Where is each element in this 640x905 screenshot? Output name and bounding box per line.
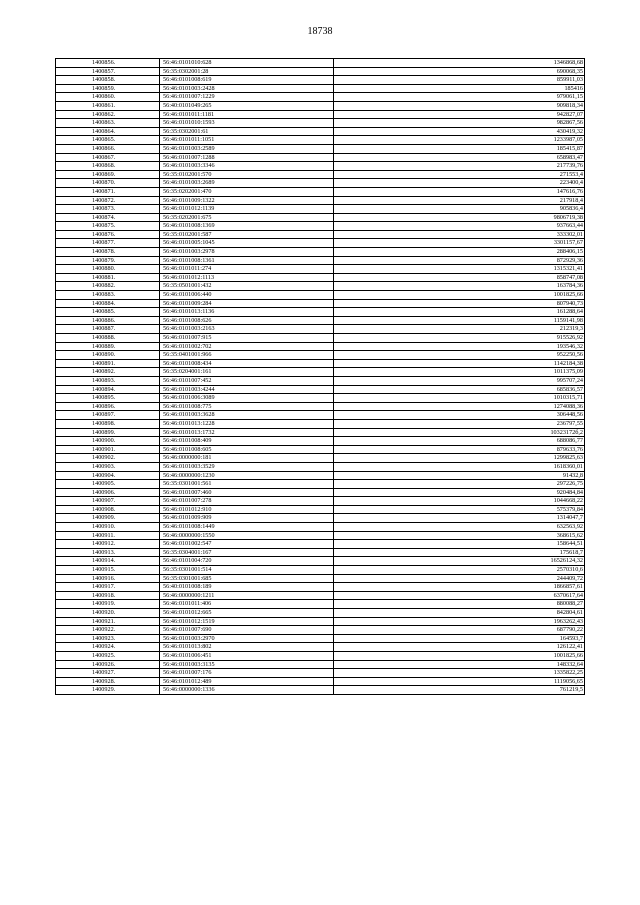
table-row <box>56 136 585 145</box>
cadastral-value-cell: 288406,15 <box>334 248 585 257</box>
table-row <box>56 230 585 239</box>
cadastral-number-cell: 56:46:0101012:1139 <box>160 205 334 214</box>
row-number-cell: 1400899. <box>56 428 160 437</box>
cadastral-number-cell: 56:46:0101009:1322 <box>160 196 334 205</box>
cadastral-number-cell: 56:46:0101007:176 <box>160 669 334 678</box>
row-number-cell: 1400924. <box>56 643 160 652</box>
table-row <box>56 480 585 489</box>
table-row <box>56 101 585 110</box>
table-row <box>56 213 585 222</box>
cadastral-value-cell: 223400,4 <box>334 179 585 188</box>
cadastral-number-cell: 56:46:0101011:406 <box>160 600 334 609</box>
table-row <box>56 669 585 678</box>
cadastral-number-cell: 56:46:0101009:909 <box>160 514 334 523</box>
table-row <box>56 67 585 76</box>
row-number-cell: 1400925. <box>56 651 160 660</box>
cadastral-number-cell: 56:46:0101008:775 <box>160 402 334 411</box>
row-number-cell: 1400919. <box>56 600 160 609</box>
cadastral-value-cell: 91432,8 <box>334 471 585 480</box>
table-row <box>56 686 585 695</box>
row-number-cell: 1400885. <box>56 308 160 317</box>
row-number-cell: 1400920. <box>56 609 160 618</box>
row-number-cell: 1400916. <box>56 574 160 583</box>
table-row <box>56 222 585 231</box>
cadastral-value-cell: 859911,03 <box>334 76 585 85</box>
table-row <box>56 265 585 274</box>
cadastral-number-cell: 56:46:0101003:4244 <box>160 385 334 394</box>
cadastral-value-cell: 148332,64 <box>334 660 585 669</box>
row-number-cell: 1400859. <box>56 84 160 93</box>
table-row <box>56 308 585 317</box>
cadastral-value-cell: 1001825,66 <box>334 651 585 660</box>
cadastral-value-cell: 1335822,25 <box>334 669 585 678</box>
row-number-cell: 1400894. <box>56 385 160 394</box>
table-row <box>56 462 585 471</box>
cadastral-number-cell: 56:46:0101007:1288 <box>160 153 334 162</box>
table-row <box>56 153 585 162</box>
row-number-cell: 1400893. <box>56 376 160 385</box>
table-row <box>56 677 585 686</box>
table-row <box>56 643 585 652</box>
cadastral-value-cell: 858747,08 <box>334 273 585 282</box>
table-row <box>56 127 585 136</box>
row-number-cell: 1400898. <box>56 419 160 428</box>
cadastral-number-cell: 56:46:0101003:2163 <box>160 325 334 334</box>
cadastral-number-cell: 56:46:0101008:626 <box>160 316 334 325</box>
row-number-cell: 1400857. <box>56 67 160 76</box>
cadastral-number-cell: 56:46:0101002:702 <box>160 342 334 351</box>
cadastral-number-cell: 56:46:0101012:665 <box>160 609 334 618</box>
row-number-cell: 1400921. <box>56 617 160 626</box>
row-number-cell: 1400910. <box>56 523 160 532</box>
cadastral-number-cell: 56:46:0000000:181 <box>160 454 334 463</box>
cadastral-value-cell: 1233987,05 <box>334 136 585 145</box>
cadastral-value-cell: 880088,27 <box>334 600 585 609</box>
row-number-cell: 1400906. <box>56 488 160 497</box>
cadastral-value-cell: 10323172б,2 <box>334 428 585 437</box>
cadastral-number-cell: 56:46:0101013:1228 <box>160 419 334 428</box>
cadastral-number-cell: 56:46:0101013:1732 <box>160 428 334 437</box>
cadastral-value-cell: 1315321,41 <box>334 265 585 274</box>
cadastral-value-cell: 126122,41 <box>334 643 585 652</box>
cadastral-number-cell: 56:46:0101008:605 <box>160 445 334 454</box>
cadastral-number-cell: 56:46:0101003:3529 <box>160 462 334 471</box>
row-number-cell: 1400870. <box>56 179 160 188</box>
cadastral-number-cell: 56:46:0000000:1230 <box>160 471 334 480</box>
table-row <box>56 651 585 660</box>
cadastral-number-cell: 56:46:0101003:2689 <box>160 179 334 188</box>
row-number-cell: 1400868. <box>56 162 160 171</box>
row-number-cell: 1400902. <box>56 454 160 463</box>
cadastral-value-cell: 333302,01 <box>334 230 585 239</box>
row-number-cell: 1400887. <box>56 325 160 334</box>
cadastral-number-cell: 56:46:0101008:409 <box>160 437 334 446</box>
table-row <box>56 445 585 454</box>
cadastral-value-cell: 575379,84 <box>334 505 585 514</box>
cadastral-value-cell: 658983,47 <box>334 153 585 162</box>
cadastral-value-cell: 952250,56 <box>334 351 585 360</box>
row-number-cell: 1400875. <box>56 222 160 231</box>
table-row <box>56 359 585 368</box>
cadastral-number-cell: 56:46:0101012:489 <box>160 677 334 686</box>
row-number-cell: 1400908. <box>56 505 160 514</box>
row-number-cell: 1400929. <box>56 686 160 695</box>
cadastral-value-cell: 1011375,09 <box>334 368 585 377</box>
table-row <box>56 428 585 437</box>
cadastral-value-cell: 690068,35 <box>334 67 585 76</box>
cadastral-number-cell: 56:46:0101012:910 <box>160 505 334 514</box>
cadastral-value-cell: 1314047,7 <box>334 514 585 523</box>
row-number-cell: 1400911. <box>56 531 160 540</box>
table-row <box>56 196 585 205</box>
row-number-cell: 1400901. <box>56 445 160 454</box>
row-number-cell: 1400905. <box>56 480 160 489</box>
row-number-cell: 1400914. <box>56 557 160 566</box>
table-row <box>56 256 585 265</box>
row-number-cell: 1400922. <box>56 626 160 635</box>
table-row <box>56 376 585 385</box>
cadastral-value-cell: 244409,72 <box>334 574 585 583</box>
row-number-cell: 1400923. <box>56 634 160 643</box>
row-number-cell: 1400889. <box>56 342 160 351</box>
cadastral-value-cell: 1001825,66 <box>334 291 585 300</box>
cadastral-number-cell: 56:35:0304001:167 <box>160 548 334 557</box>
cadastral-value-cell: 687790,22 <box>334 626 585 635</box>
row-number-cell: 1400876. <box>56 230 160 239</box>
cadastral-value-cell: 879633,76 <box>334 445 585 454</box>
cadastral-number-cell: 56:46:0101006:451 <box>160 651 334 660</box>
row-number-cell: 1400892. <box>56 368 160 377</box>
row-number-cell: 1400877. <box>56 239 160 248</box>
row-number-cell: 1400878. <box>56 248 160 257</box>
table-row <box>56 660 585 669</box>
cadastral-value-cell: 217739,76 <box>334 162 585 171</box>
registry-table <box>55 58 585 695</box>
row-number-cell: 1400861. <box>56 101 160 110</box>
row-number-cell: 1400865. <box>56 136 160 145</box>
row-number-cell: 1400888. <box>56 334 160 343</box>
cadastral-number-cell: 56:35:0302001:61 <box>160 127 334 136</box>
table-row <box>56 342 585 351</box>
cadastral-value-cell: 1010315,71 <box>334 394 585 403</box>
table-row <box>56 617 585 626</box>
table-row <box>56 273 585 282</box>
cadastral-number-cell: 56:46:0101009:284 <box>160 299 334 308</box>
row-number-cell: 1400904. <box>56 471 160 480</box>
row-number-cell: 1400860. <box>56 93 160 102</box>
table-row <box>56 471 585 480</box>
cadastral-value-cell: 2570310,6 <box>334 566 585 575</box>
cadastral-value-cell: 1618360,01 <box>334 462 585 471</box>
table-row <box>56 497 585 506</box>
cadastral-number-cell: 56:46:0101013:1136 <box>160 308 334 317</box>
row-number-cell: 1400882. <box>56 282 160 291</box>
cadastral-value-cell: 164593,7 <box>334 634 585 643</box>
table-row <box>56 84 585 93</box>
table-row <box>56 488 585 497</box>
row-number-cell: 1400912. <box>56 540 160 549</box>
table-row <box>56 93 585 102</box>
cadastral-value-cell: 685836,57 <box>334 385 585 394</box>
table-row <box>56 334 585 343</box>
cadastral-value-cell: 942827,07 <box>334 110 585 119</box>
row-number-cell: 1400864. <box>56 127 160 136</box>
cadastral-number-cell: 56:40:0101008:189 <box>160 583 334 592</box>
table-row <box>56 110 585 119</box>
row-number-cell: 1400913. <box>56 548 160 557</box>
cadastral-number-cell: 56:46:0101012:1113 <box>160 273 334 282</box>
row-number-cell: 1400863. <box>56 119 160 128</box>
cadastral-number-cell: 56:46:0101011:1051 <box>160 136 334 145</box>
row-number-cell: 1400871. <box>56 187 160 196</box>
row-number-cell: 1400928. <box>56 677 160 686</box>
cadastral-number-cell: 56:46:0101003:3628 <box>160 411 334 420</box>
row-number-cell: 1400856. <box>56 59 160 68</box>
cadastral-number-cell: 56:46:0101003:3346 <box>160 162 334 171</box>
table-row <box>56 514 585 523</box>
cadastral-number-cell: 56:46:0101007:460 <box>160 488 334 497</box>
cadastral-value-cell: 761219,5 <box>334 686 585 695</box>
table-row <box>56 531 585 540</box>
cadastral-number-cell: 56:46:0101004:720 <box>160 557 334 566</box>
cadastral-value-cell: 185416 <box>334 84 585 93</box>
cadastral-number-cell: 56:46:0101002:547 <box>160 540 334 549</box>
cadastral-value-cell: 271553,4 <box>334 170 585 179</box>
cadastral-number-cell: 56:46:0101003:2978 <box>160 248 334 257</box>
cadastral-value-cell: 175618,7 <box>334 548 585 557</box>
cadastral-value-cell: 158644,51 <box>334 540 585 549</box>
table-row <box>56 566 585 575</box>
cadastral-number-cell: 56:46:0101012:1519 <box>160 617 334 626</box>
cadastral-value-cell: 306448,56 <box>334 411 585 420</box>
cadastral-number-cell: 56:46:0101010:628 <box>160 59 334 68</box>
table-row <box>56 351 585 360</box>
table-row <box>56 609 585 618</box>
table-row <box>56 591 585 600</box>
table-row <box>56 76 585 85</box>
table-row <box>56 600 585 609</box>
table-row <box>56 626 585 635</box>
table-row <box>56 523 585 532</box>
table-row <box>56 248 585 257</box>
cadastral-value-cell: 909818,34 <box>334 101 585 110</box>
cadastral-number-cell: 56:46:0101008:1369 <box>160 222 334 231</box>
cadastral-value-cell: 236797,55 <box>334 419 585 428</box>
row-number-cell: 1400900. <box>56 437 160 446</box>
cadastral-value-cell: 430419,32 <box>334 127 585 136</box>
row-number-cell: 1400890. <box>56 351 160 360</box>
cadastral-number-cell: 56:46:0101003:2428 <box>160 84 334 93</box>
table-row <box>56 540 585 549</box>
table-row <box>56 187 585 196</box>
table-row <box>56 316 585 325</box>
cadastral-number-cell: 56:46:0101003:3135 <box>160 660 334 669</box>
cadastral-number-cell: 56:35:0501001:432 <box>160 282 334 291</box>
cadastral-number-cell: 56:35:0102001:570 <box>160 170 334 179</box>
cadastral-number-cell: 56:46:0101003:2970 <box>160 634 334 643</box>
cadastral-value-cell: 937663,44 <box>334 222 585 231</box>
cadastral-number-cell: 56:46:0000000:1336 <box>160 686 334 695</box>
cadastral-number-cell: 56:46:0101010:1593 <box>160 119 334 128</box>
cadastral-number-cell: 56:35:0102001:587 <box>160 230 334 239</box>
row-number-cell: 1400891. <box>56 359 160 368</box>
row-number-cell: 1400874. <box>56 213 160 222</box>
row-number-cell: 1400918. <box>56 591 160 600</box>
cadastral-number-cell: 56:46:0101008:1361 <box>160 256 334 265</box>
cadastral-number-cell: 56:46:0101007:278 <box>160 497 334 506</box>
cadastral-value-cell: 842804,61 <box>334 609 585 618</box>
row-number-cell: 1400881. <box>56 273 160 282</box>
table-row <box>56 299 585 308</box>
cadastral-value-cell: 688086,77 <box>334 437 585 446</box>
table-row <box>56 402 585 411</box>
cadastral-value-cell: 995707,24 <box>334 376 585 385</box>
cadastral-number-cell: 56:46:0101007:690 <box>160 626 334 635</box>
cadastral-number-cell: 56:35:0301001:514 <box>160 566 334 575</box>
row-number-cell: 1400909. <box>56 514 160 523</box>
row-number-cell: 1400872. <box>56 196 160 205</box>
table-row <box>56 394 585 403</box>
page-number: 18738 <box>307 26 333 37</box>
row-number-cell: 1400880. <box>56 265 160 274</box>
row-number-cell: 1400903. <box>56 462 160 471</box>
cadastral-number-cell: 56:35:0401001:966 <box>160 351 334 360</box>
row-number-cell: 1400883. <box>56 291 160 300</box>
cadastral-value-cell: 905836,4 <box>334 205 585 214</box>
row-number-cell: 1400884. <box>56 299 160 308</box>
cadastral-number-cell: 56:46:0000000:1211 <box>160 591 334 600</box>
row-number-cell: 1400915. <box>56 566 160 575</box>
cadastral-number-cell: 56:46:0101005:1045 <box>160 239 334 248</box>
table-row <box>56 634 585 643</box>
cadastral-number-cell: 56:35:0301001:685 <box>160 574 334 583</box>
table-row <box>56 368 585 377</box>
table-row <box>56 437 585 446</box>
cadastral-number-cell: 56:46:0101007:452 <box>160 376 334 385</box>
cadastral-value-cell: 185415,87 <box>334 144 585 153</box>
cadastral-value-cell: 1119056,65 <box>334 677 585 686</box>
row-number-cell: 1400869. <box>56 170 160 179</box>
cadastral-number-cell: 56:35:0204001:161 <box>160 368 334 377</box>
cadastral-number-cell: 56:46:0101008:619 <box>160 76 334 85</box>
row-number-cell: 1400886. <box>56 316 160 325</box>
cadastral-number-cell: 56:35:0301001:561 <box>160 480 334 489</box>
cadastral-value-cell: 193546,32 <box>334 342 585 351</box>
row-number-cell: 1400873. <box>56 205 160 214</box>
cadastral-number-cell: 56:46:0101013:802 <box>160 643 334 652</box>
table-row <box>56 239 585 248</box>
table-row <box>56 170 585 179</box>
table-row <box>56 162 585 171</box>
cadastral-value-cell: 1866857,61 <box>334 583 585 592</box>
cadastral-value-cell: 161288,64 <box>334 308 585 317</box>
cadastral-value-cell: 872929,36 <box>334 256 585 265</box>
table-row <box>56 454 585 463</box>
row-number-cell: 1400927. <box>56 669 160 678</box>
table-row <box>56 411 585 420</box>
table-row <box>56 583 585 592</box>
row-number-cell: 1400917. <box>56 583 160 592</box>
row-number-cell: 1400926. <box>56 660 160 669</box>
cadastral-value-cell: 1274088,36 <box>334 402 585 411</box>
row-number-cell: 1400897. <box>56 411 160 420</box>
cadastral-value-cell: 163784,36 <box>334 282 585 291</box>
cadastral-number-cell: 56:46:0101007:1229 <box>160 93 334 102</box>
table-row <box>56 325 585 334</box>
cadastral-value-cell: 3301157,67 <box>334 239 585 248</box>
cadastral-number-cell: 56:46:0101008:1449 <box>160 523 334 532</box>
cadastral-number-cell: 56:46:0000000:1550 <box>160 531 334 540</box>
table-row <box>56 144 585 153</box>
cadastral-value-cell: 297226,75 <box>334 480 585 489</box>
table-row <box>56 282 585 291</box>
cadastral-value-cell: 982867,56 <box>334 119 585 128</box>
table-row <box>56 548 585 557</box>
table-row <box>56 574 585 583</box>
row-number-cell: 1400879. <box>56 256 160 265</box>
table-row <box>56 291 585 300</box>
cadastral-value-cell: 1346868,68 <box>334 59 585 68</box>
cadastral-value-cell: 920484,84 <box>334 488 585 497</box>
table-row <box>56 557 585 566</box>
cadastral-value-cell: 217918,4 <box>334 196 585 205</box>
cadastral-value-cell: 16526124,32 <box>334 557 585 566</box>
cadastral-value-cell: 6370617,64 <box>334 591 585 600</box>
cadastral-value-cell: 1963262,43 <box>334 617 585 626</box>
cadastral-number-cell: 56:46:0101006:3089 <box>160 394 334 403</box>
table-row <box>56 205 585 214</box>
cadastral-value-cell: 915526,92 <box>334 334 585 343</box>
cadastral-value-cell: 807940,73 <box>334 299 585 308</box>
table-row <box>56 119 585 128</box>
cadastral-value-cell: 632563,92 <box>334 523 585 532</box>
row-number-cell: 1400866. <box>56 144 160 153</box>
cadastral-number-cell: 56:46:0101007:915 <box>160 334 334 343</box>
row-number-cell: 1400907. <box>56 497 160 506</box>
table-row <box>56 179 585 188</box>
cadastral-number-cell: 56:35:0202001:470 <box>160 187 334 196</box>
registry-table-body <box>56 59 585 695</box>
cadastral-number-cell: 56:46:0101006:440 <box>160 291 334 300</box>
table-row <box>56 505 585 514</box>
cadastral-number-cell: 56:46:0101003:2589 <box>160 144 334 153</box>
table-row <box>56 385 585 394</box>
row-number-cell: 1400867. <box>56 153 160 162</box>
table-row <box>56 59 585 68</box>
cadastral-value-cell: 1142184,38 <box>334 359 585 368</box>
table-row <box>56 419 585 428</box>
cadastral-number-cell: 56:35:0302001:28 <box>160 67 334 76</box>
cadastral-value-cell: 147616,76 <box>334 187 585 196</box>
cadastral-value-cell: 1044668,22 <box>334 497 585 506</box>
cadastral-value-cell: 9806719,38 <box>334 213 585 222</box>
cadastral-number-cell: 56:35:0202001:675 <box>160 213 334 222</box>
cadastral-value-cell: 1299825,63 <box>334 454 585 463</box>
cadastral-value-cell: 368615,62 <box>334 531 585 540</box>
cadastral-number-cell: 56:46:0101011:274 <box>160 265 334 274</box>
row-number-cell: 1400862. <box>56 110 160 119</box>
cadastral-value-cell: 1159141,98 <box>334 316 585 325</box>
cadastral-number-cell: 56:46:0101008:434 <box>160 359 334 368</box>
cadastral-number-cell: 56:46:0101011:1181 <box>160 110 334 119</box>
cadastral-number-cell: 56:40:0101049:265 <box>160 101 334 110</box>
row-number-cell: 1400895. <box>56 394 160 403</box>
row-number-cell: 1400896. <box>56 402 160 411</box>
cadastral-value-cell: 979061,15 <box>334 93 585 102</box>
cadastral-value-cell: 212319,3 <box>334 325 585 334</box>
row-number-cell: 1400858. <box>56 76 160 85</box>
